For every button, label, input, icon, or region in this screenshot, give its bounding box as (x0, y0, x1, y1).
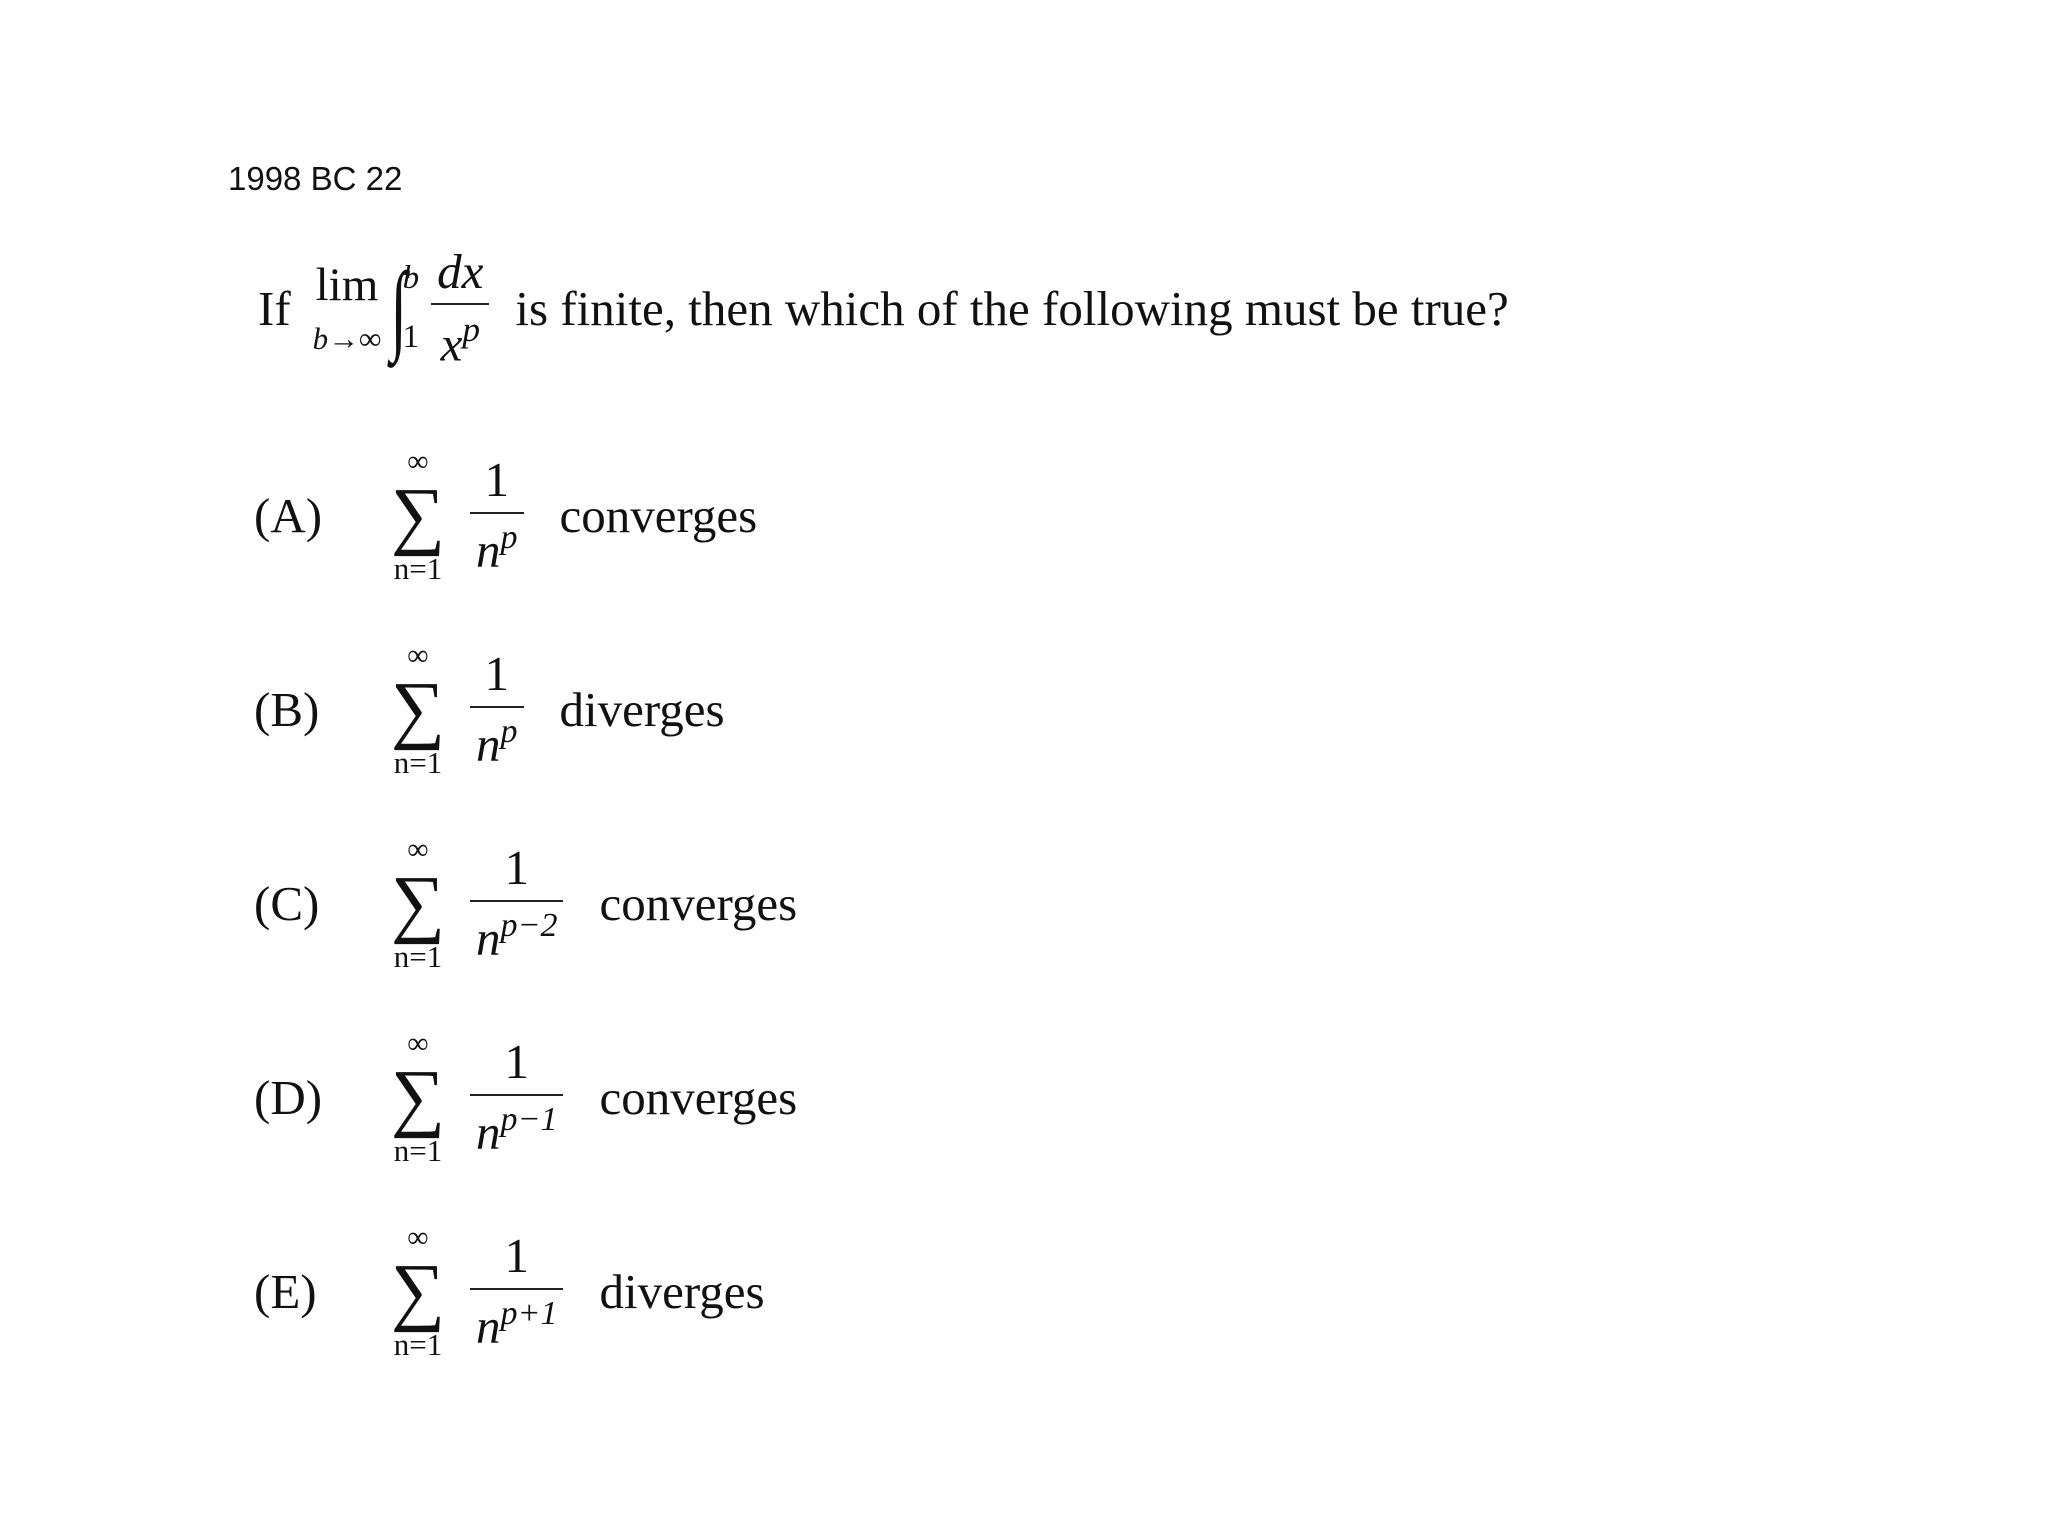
series-term (470, 842, 563, 964)
term-exponent: p−1 (500, 1100, 558, 1138)
limit-subscript: b→∞ (312, 321, 382, 356)
term-numerator: 1 (504, 1034, 529, 1090)
limit-word: lim (315, 259, 379, 311)
option-label: (E) (254, 1263, 317, 1319)
option-label: (C) (254, 875, 320, 931)
question-text: is finite, then which of the following must be true? (515, 280, 1509, 336)
term-base: n (476, 522, 501, 578)
fraction-bar (431, 303, 489, 305)
option-label: (D) (254, 1069, 323, 1125)
sum-sign: ∑ (390, 666, 446, 751)
fraction-bar (470, 706, 524, 708)
term-denominator (470, 520, 524, 576)
integral-upper-limit: b (402, 260, 420, 296)
fraction-bar (470, 1288, 563, 1290)
series-term (470, 1230, 563, 1352)
series-term (470, 648, 524, 770)
problem-id: 1998 BC 22 (228, 160, 403, 197)
sum-sign: ∑ (390, 472, 446, 557)
sum-sign: ∑ (390, 1248, 446, 1333)
fraction-bar (470, 512, 524, 514)
question (258, 238, 1509, 378)
option-text: diverges (599, 1263, 765, 1319)
summation (378, 638, 458, 780)
sum-upper-limit: ∞ (407, 638, 429, 672)
sum-upper-limit: ∞ (407, 832, 429, 866)
summation (378, 444, 458, 586)
sum-upper-limit: ∞ (407, 1026, 429, 1060)
summation (378, 832, 458, 974)
option-a[interactable] (254, 440, 797, 590)
summation (378, 1026, 458, 1168)
term-exponent: p (500, 712, 518, 750)
denominator-exponent: p (462, 310, 480, 350)
term-denominator (470, 908, 563, 964)
integral-lower-limit: 1 (402, 319, 420, 355)
option-b[interactable] (254, 634, 797, 784)
term-denominator (470, 1296, 563, 1352)
series-term (470, 454, 524, 576)
term-numerator: 1 (484, 452, 509, 508)
limit-expression (312, 259, 382, 356)
question-prefix: If (258, 280, 291, 336)
sum-sign: ∑ (390, 860, 446, 945)
option-text: converges (599, 1069, 798, 1125)
fraction-bar (470, 900, 563, 902)
sum-sign: ∑ (390, 1054, 446, 1139)
term-base: n (476, 910, 501, 966)
option-text: diverges (559, 681, 725, 737)
term-numerator: 1 (504, 1228, 529, 1284)
term-exponent: p−2 (500, 906, 558, 944)
integrand-fraction (431, 243, 489, 372)
option-label: (A) (254, 487, 323, 543)
term-numerator: 1 (484, 646, 509, 702)
answer-options (254, 440, 797, 1410)
denominator-base: x (440, 316, 463, 372)
sum-upper-limit: ∞ (407, 444, 429, 478)
summation (378, 1220, 458, 1362)
term-denominator (470, 714, 524, 770)
option-c[interactable] (254, 828, 797, 978)
term-base: n (476, 1104, 501, 1160)
sum-lower-limit: n=1 (393, 550, 443, 586)
sum-lower-limit: n=1 (393, 1326, 443, 1362)
integrand-numerator: dx (437, 243, 484, 299)
option-text: converges (599, 875, 798, 931)
sum-lower-limit: n=1 (393, 744, 443, 780)
integrand-denominator (435, 311, 486, 370)
sum-upper-limit: ∞ (407, 1220, 429, 1254)
sum-lower-limit: n=1 (393, 938, 443, 974)
option-text: converges (559, 487, 758, 543)
term-exponent: p+1 (500, 1294, 558, 1332)
option-d[interactable] (254, 1022, 797, 1172)
series-term (470, 1036, 563, 1158)
term-exponent: p (500, 518, 518, 556)
option-e[interactable] (254, 1216, 797, 1366)
integral-expression (390, 252, 420, 363)
sum-lower-limit: n=1 (393, 1132, 443, 1168)
option-label: (B) (254, 681, 320, 737)
term-denominator (470, 1102, 563, 1158)
term-numerator: 1 (504, 840, 529, 896)
term-base: n (476, 1298, 501, 1354)
integral-sign: ∫ (390, 252, 408, 363)
fraction-bar (470, 1094, 563, 1096)
term-base: n (476, 716, 501, 772)
